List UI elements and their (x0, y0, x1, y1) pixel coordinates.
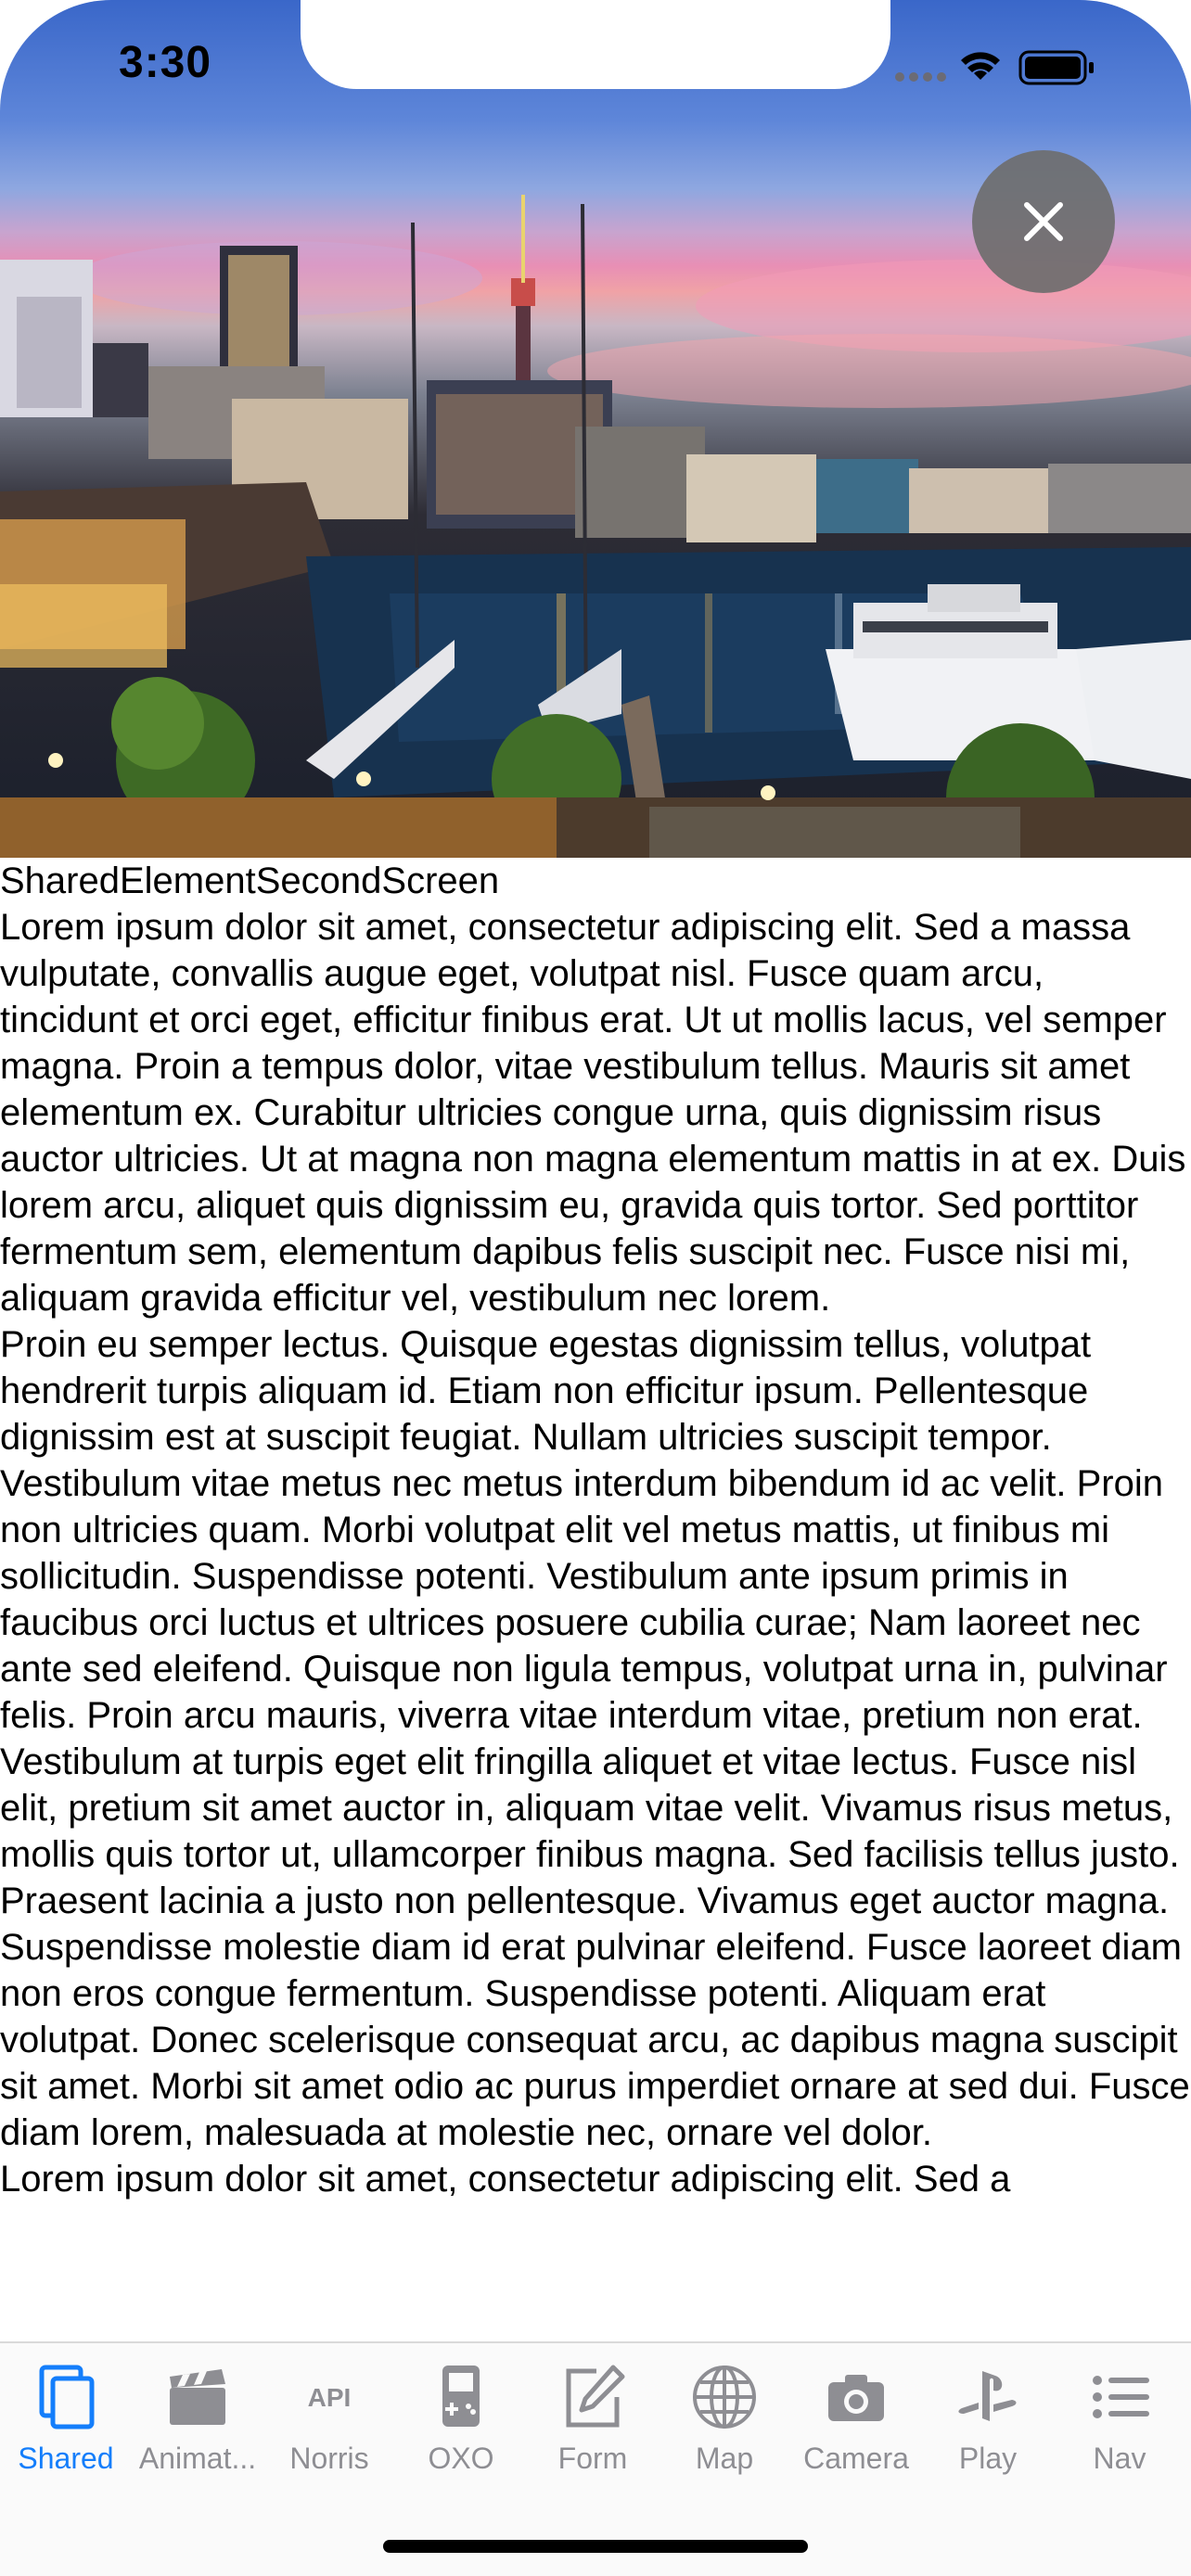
camera-notch (301, 0, 890, 89)
camera-icon (819, 2360, 893, 2434)
edit-form-icon (556, 2360, 630, 2434)
hero-image (0, 0, 1191, 858)
paragraph: Vestibulum at turpis eget elit fringilla aliquet et vitae lectus. Fusce nisl elit, pretium sit amet auctor in, aliquam vitae velit. Vivamus risus metus, mollis quis tortor ut, ullamcorper finibus magna. Sed facilisis tellus justo. Praesent lacinia a justo non pellentesque. Vivamus eget auctor magna. Suspendisse molestie diam id erat pulvinar eleifend. Fusce laoreet diam non eros congue fermentum. Suspendisse potenti. Aliquam erat volutpat. Donec scelerisque consequat arcu, ac dapibus magna suscipit sit amet. Morbi sit amet odio ac purus imperdiet ornare at sed dui. Fusce diam lorem, malesuada at molestie nec, ornare vel dolor. (0, 1741, 1190, 2153)
harbour-photo (0, 0, 1191, 858)
paragraph: Lorem ipsum dolor sit amet, consectetur adipiscing elit. Sed a massa vulputate, convallis augue eget, volutpat nisl. Fusce quam arcu, tincidunt et orci eget, efficitur finibus erat. Ut ut mollis lacus, vel semper magna. Proin a tempus dolor, vitae vestibulum tellus. Mauris sit amet elementum ex. Curabitur ultricies congue urna, quis dignissim risus auctor ultricies. Ut at magna non magna elementum mattis in at ex. Duis lorem arcu, aliquet quis dignissim eu, gravida quis tortor. Sed porttitor fermentum sem, elementum dapibus felis suscipit nec. Fusce nisi mi, aliquam gravida efficitur vel, vestibulum nec lorem. (0, 907, 1186, 1319)
tab-label: Shared (18, 2442, 114, 2475)
close-button[interactable] (972, 150, 1115, 293)
playstation-icon (951, 2360, 1025, 2434)
scroll-content[interactable] (0, 858, 1191, 2341)
tab-label: OXO (428, 2442, 494, 2475)
tab-map[interactable] (659, 2343, 790, 2492)
tab-norris[interactable] (263, 2343, 395, 2492)
tab-label: Play (958, 2442, 1018, 2475)
tab-camera[interactable] (790, 2343, 922, 2492)
tab-form[interactable] (527, 2343, 659, 2492)
tab-label: Norris (289, 2442, 369, 2475)
list-icon (1082, 2360, 1157, 2434)
status-time: 3:30 (119, 38, 212, 87)
tab-label: Map (695, 2442, 754, 2475)
gameboy-icon (424, 2360, 498, 2434)
tab-label: Animat... (138, 2442, 257, 2475)
home-indicator[interactable] (383, 2540, 808, 2553)
clapperboard-icon (160, 2360, 235, 2434)
tab-animations[interactable] (132, 2343, 263, 2492)
tab-label: Nav (1093, 2442, 1146, 2475)
tab-nav[interactable] (1054, 2343, 1185, 2492)
svg-text:API: API (307, 2383, 352, 2412)
tab-label: Form (557, 2442, 628, 2475)
screen-title: SharedElementSecondScreen (0, 861, 500, 901)
shared-copy-icon (29, 2360, 103, 2434)
globe-icon (687, 2360, 762, 2434)
tab-oxo[interactable] (395, 2343, 527, 2492)
signal-wifi-battery-icon (890, 43, 1132, 89)
api-icon (292, 2360, 366, 2434)
paragraph: Lorem ipsum dolor sit amet, consectetur adipiscing elit. Sed a (0, 2159, 1011, 2200)
tab-play[interactable] (922, 2343, 1054, 2492)
status-icons (890, 43, 1132, 89)
tab-shared[interactable] (0, 2343, 132, 2492)
close-icon (1021, 199, 1066, 244)
tab-label: Camera (803, 2442, 909, 2475)
paragraph: Proin eu semper lectus. Quisque egestas dignissim tellus, volutpat hendrerit turpis aliquam id. Etiam non efficitur ipsum. Pellentesque dignissim est at suscipit feugiat. Nullam ultricies suscipit tempor. Vestibulum vitae metus nec metus interdum bibendum id ac velit. Proin non ultricies quam. Morbi volutpat elit vel metus mattis, ut finibus mi sollicitudin. Suspendisse potenti. Vestibulum ante ipsum primis in faucibus orci luctus et ultrices posuere cubilia curae; Nam laoreet nec ante sed eleifend. Quisque non ligula tempus, volutpat urna in, pulvinar felis. Proin arcu mauris, viverra vitae interdum vitae, pretium non erat. (0, 1324, 1168, 1736)
